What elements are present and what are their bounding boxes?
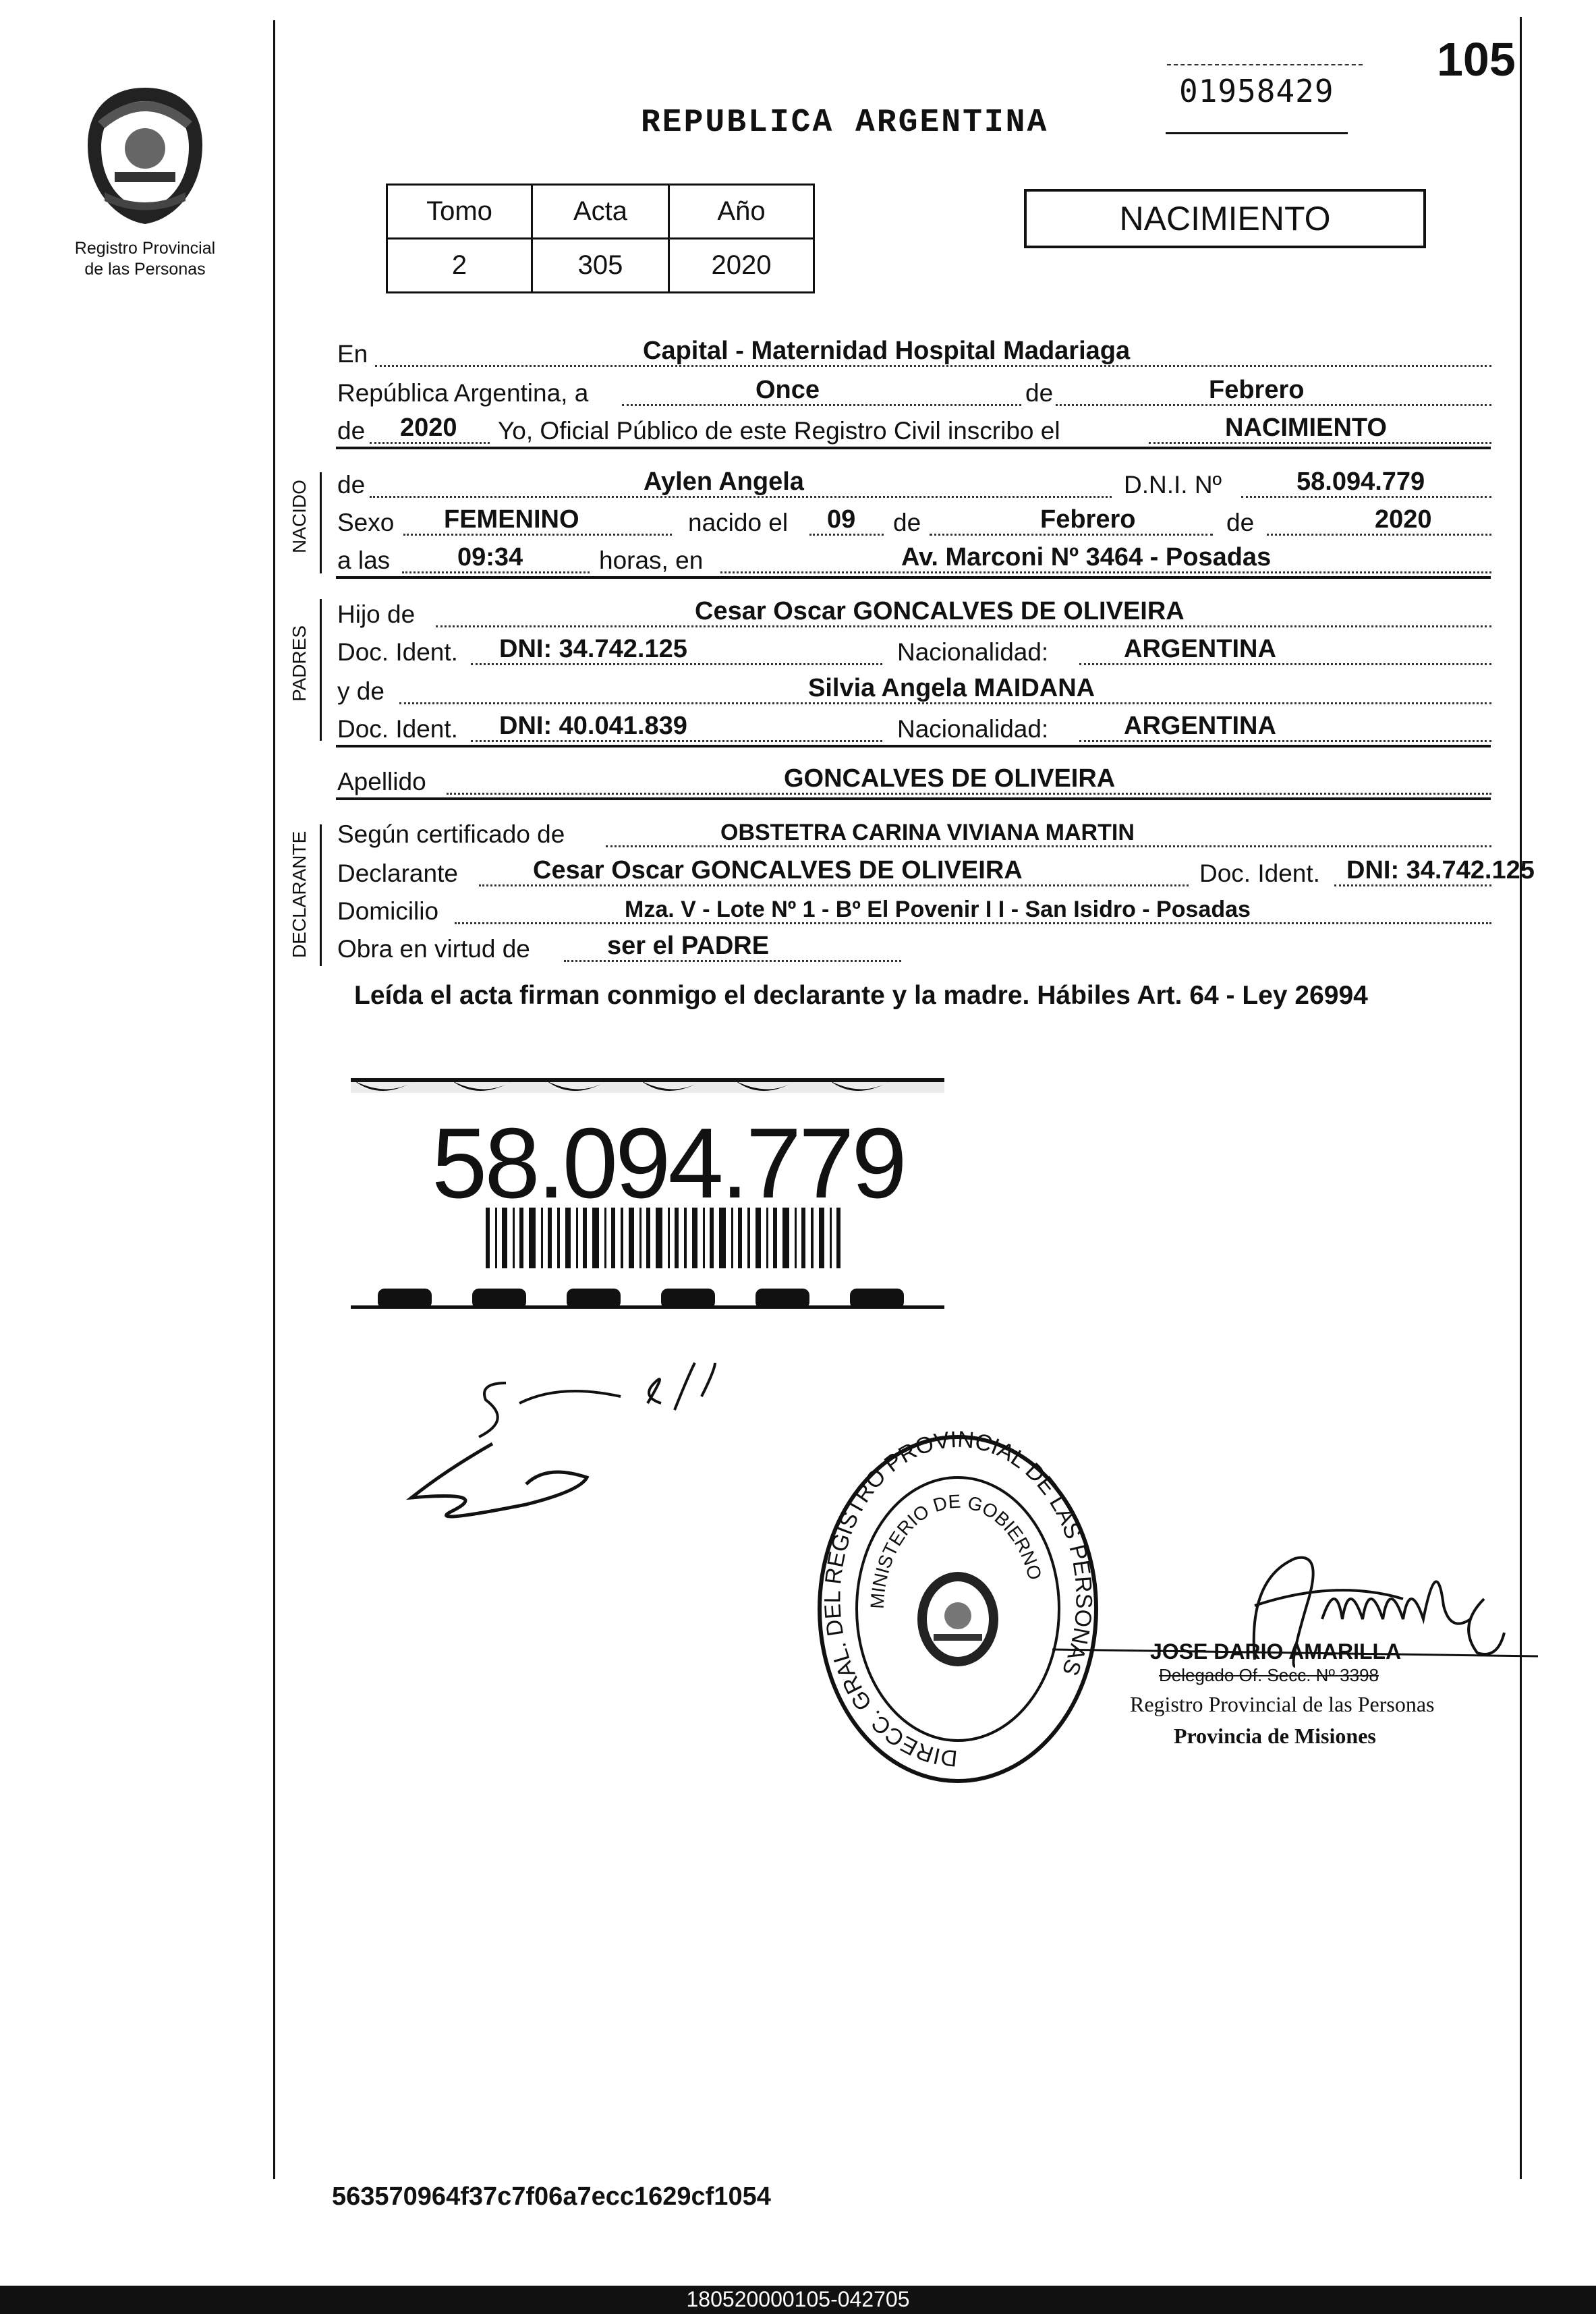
section-separator <box>336 745 1491 747</box>
inscribo-label: Yo, Oficial Público de este Registro Civil inscribo el <box>498 417 1060 445</box>
row-nombre <box>336 463 1491 502</box>
padre-doc-value: DNI: 34.742.125 <box>499 635 687 663</box>
registry-table-header-row <box>387 185 814 239</box>
dni-sticker <box>351 1073 944 1329</box>
y-de-label: y de <box>337 677 384 705</box>
inscribo-value: NACIMIENTO <box>1225 414 1387 442</box>
nacido-el-label: nacido el <box>688 509 789 536</box>
en-label: En <box>337 340 368 368</box>
row-madre <box>336 669 1491 708</box>
hora-value: 09:34 <box>457 543 523 571</box>
doc-ident-label-2: Doc. Ident. <box>337 715 458 743</box>
lugar-value: Av. Marconi Nº 3464 - Posadas <box>901 543 1272 571</box>
section-separator <box>336 447 1491 449</box>
registry-logo <box>40 81 250 280</box>
dia-value: Once <box>756 376 820 404</box>
de-label: de <box>1023 379 1056 407</box>
footer-code: 180520000105-042705 <box>686 2287 910 2311</box>
row-obra <box>336 927 1491 966</box>
registry-table-value-row <box>387 239 814 293</box>
dotted-line <box>622 403 1491 406</box>
document-type-box: NACIMIENTO <box>1024 189 1426 248</box>
row-inscripcion <box>336 409 1491 448</box>
obra-value: ser el PADRE <box>607 932 770 960</box>
row-domicilio <box>336 889 1491 928</box>
serial-underline <box>1166 132 1348 134</box>
de-label-3: de <box>337 471 366 499</box>
country-title: REPUBLICA ARGENTINA <box>641 105 1049 141</box>
right-margin-line <box>1520 17 1522 2179</box>
row-segun <box>336 812 1491 851</box>
sexo-label: Sexo <box>337 509 395 536</box>
row-madre-doc <box>336 707 1491 746</box>
official-role: Delegado Of. Secc. Nº 3398 <box>1159 1665 1379 1685</box>
nacido-mes-value: Febrero <box>1040 505 1136 534</box>
official-registry: Registro Provincial de las Personas <box>1130 1692 1435 1716</box>
horas-en-label: horas, en <box>599 546 704 574</box>
page-number: 105 <box>1437 33 1516 86</box>
segun-value: OBSTETRA CARINA VIVIANA MARTIN <box>720 820 1135 845</box>
padres-section-label: PADRES <box>289 625 310 702</box>
declarante-doc-value: DNI: 34.742.125 <box>1346 856 1535 884</box>
nacido-side-bar <box>320 472 322 573</box>
apellido-value: GONCALVES DE OLIVEIRA <box>784 764 1116 793</box>
seal-inner-text: MINISTERIO DE GOBIERNO <box>866 1490 1046 1610</box>
apellido-label: Apellido <box>337 768 426 795</box>
serial-divider <box>1167 64 1363 65</box>
declarante-side-bar <box>320 824 322 966</box>
madre-value: Silvia Angela MAIDANA <box>808 674 1095 702</box>
registry-table <box>386 184 815 293</box>
nacionalidad-label-2: Nacionalidad: <box>897 715 1049 743</box>
official-province: Provincia de Misiones <box>1174 1724 1376 1748</box>
header-anio: Año <box>669 185 814 239</box>
row-padre <box>336 592 1491 631</box>
seal-outer-text: DIRECC. GRAL. DEL REGISTRO PROVINCIAL DE LAS PERSONAS <box>820 1427 1097 1772</box>
mes-value: Febrero <box>1209 376 1305 404</box>
padre-value: Cesar Oscar GONCALVES DE OLIVEIRA <box>695 597 1185 625</box>
serial-number: 01958429 <box>1179 73 1334 109</box>
closing-text: Leída el acta firman conmigo el declarante y la madre. Hábiles Art. 64 - Ley 26994 <box>354 981 1368 1010</box>
declarante-value: Cesar Oscar GONCALVES DE OLIVEIRA <box>533 856 1023 884</box>
hijo-de-label: Hijo de <box>337 600 416 628</box>
de-label-4: de <box>893 509 921 536</box>
madre-doc-value: DNI: 40.041.839 <box>499 712 687 740</box>
anio-value: 2020 <box>400 414 457 442</box>
doc-ident-label: Doc. Ident. <box>337 638 458 666</box>
row-apellido <box>336 760 1491 799</box>
nacionalidad-label: Nacionalidad: <box>897 638 1049 666</box>
nombre-value: Aylen Angela <box>644 468 804 496</box>
domicilio-label: Domicilio <box>337 897 439 925</box>
registry-caption-line1: Registro Provincial <box>74 239 216 258</box>
section-separator <box>336 576 1491 579</box>
segun-label: Según certificado de <box>337 820 565 848</box>
declarante-section-label: DECLARANTE <box>289 830 310 958</box>
left-margin-line <box>273 20 275 2179</box>
value-tomo: 2 <box>387 239 532 293</box>
de-label-2: de <box>337 417 366 445</box>
declarante-label: Declarante <box>337 859 458 887</box>
official-name: JOSE DARIO AMARILLA <box>1150 1639 1402 1664</box>
value-acta: 305 <box>532 239 669 293</box>
nacido-anio-value: 2020 <box>1375 505 1432 534</box>
declarant-signature <box>405 1356 843 1531</box>
row-en <box>336 332 1491 371</box>
madre-nacionalidad-value: ARGENTINA <box>1124 712 1276 740</box>
province-emblem-icon <box>78 81 212 229</box>
padres-side-bar <box>320 599 322 741</box>
dni-label: D.N.I. Nº <box>1124 471 1222 499</box>
obra-label: Obra en virtud de <box>337 935 530 963</box>
row-hora <box>336 538 1491 577</box>
sexo-value: FEMENINO <box>444 505 579 534</box>
dni-sticker-number: 58.094.779 <box>432 1108 905 1219</box>
dni-value: 58.094.779 <box>1296 468 1425 496</box>
row-fecha <box>336 371 1491 410</box>
de-label-5: de <box>1226 509 1255 536</box>
nacido-section-label: NACIDO <box>289 480 310 553</box>
doc-ident-label-3: Doc. Ident. <box>1199 859 1320 887</box>
row-padre-doc <box>336 630 1491 669</box>
a-las-label: a las <box>337 546 391 574</box>
header-tomo: Tomo <box>387 185 532 239</box>
padre-nacionalidad-value: ARGENTINA <box>1124 635 1276 663</box>
domicilio-value: Mza. V - Lote Nº 1 - Bº El Povenir I I - San Isidro - Posadas <box>625 897 1251 922</box>
registry-caption-line2: de las Personas <box>84 260 206 279</box>
header-acta: Acta <box>532 185 669 239</box>
en-value: Capital - Maternidad Hospital Madariaga <box>643 337 1131 365</box>
row-sexo <box>336 501 1491 540</box>
row-declarante <box>336 851 1535 891</box>
hash-code: 563570964f37c7f06a7ecc1629cf1054 <box>332 2182 771 2211</box>
section-separator <box>336 797 1491 800</box>
nacido-dia-value: 09 <box>827 505 856 534</box>
value-anio: 2020 <box>669 239 814 293</box>
seal-emblem-icon <box>917 1572 998 1666</box>
fecha-label: República Argentina, a <box>337 379 589 407</box>
